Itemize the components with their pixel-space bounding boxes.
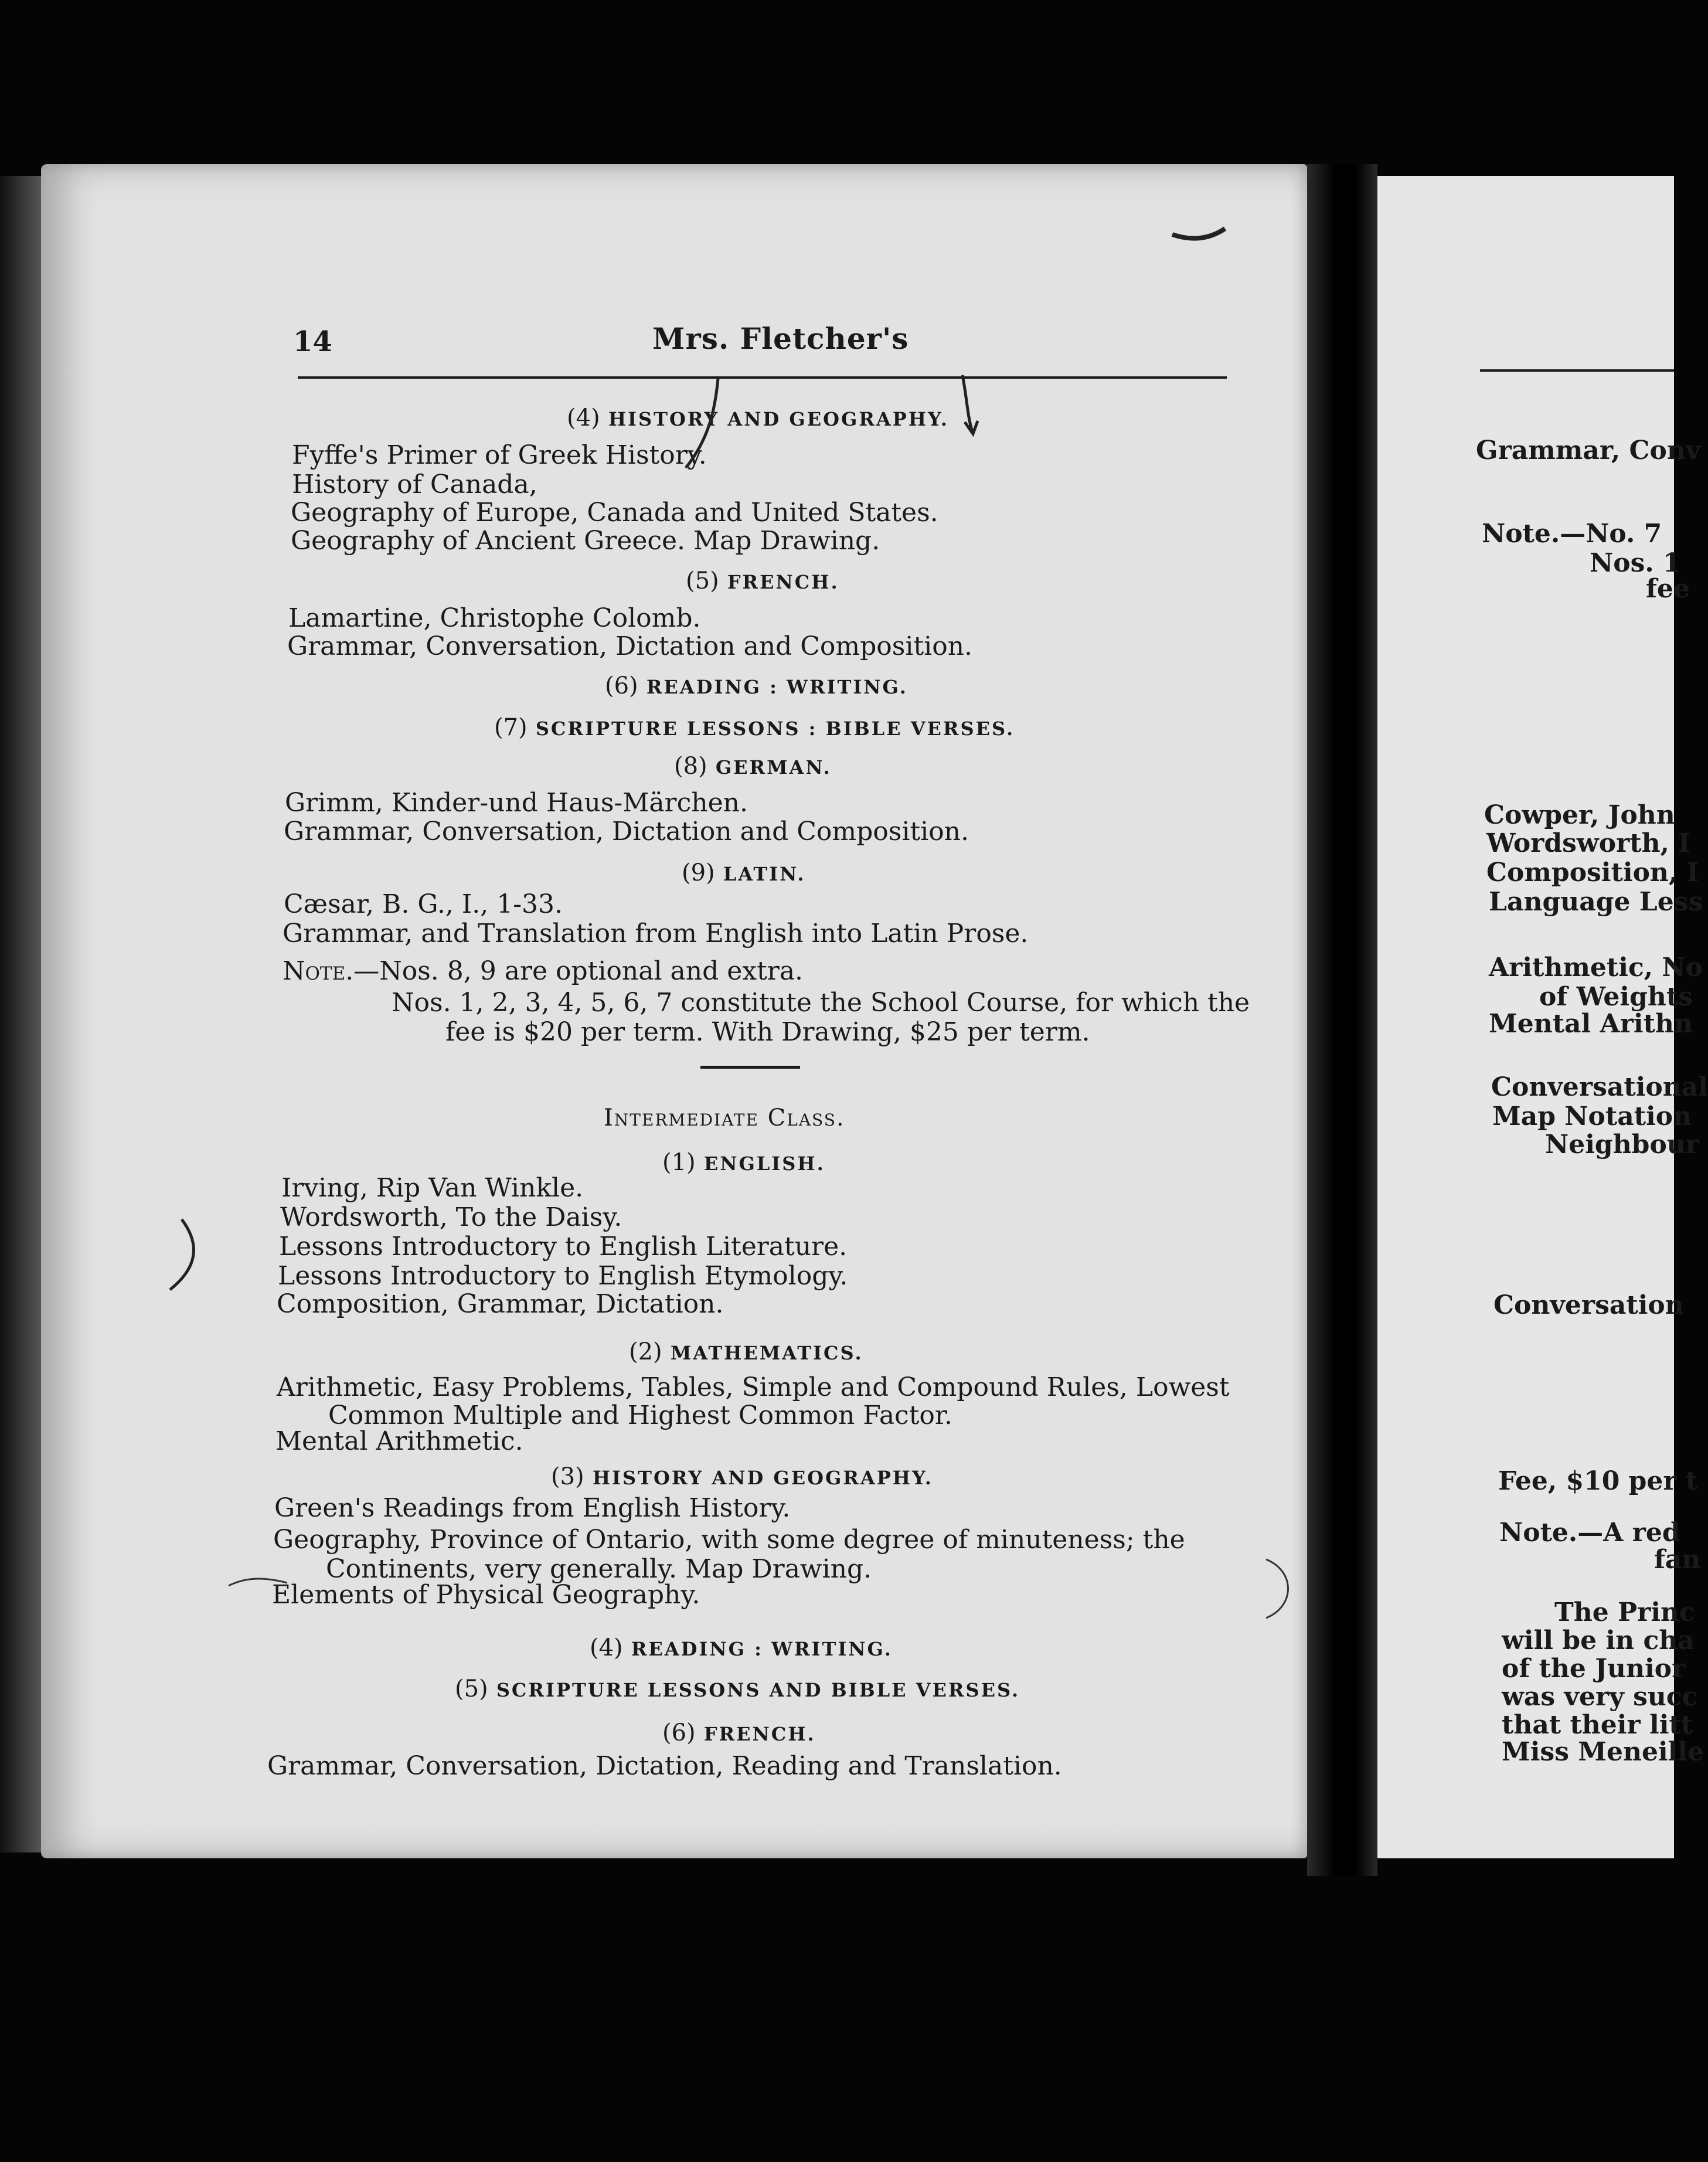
right-text-fragment: will be in cha (1502, 1626, 1695, 1656)
section-title: SCRIPTURE LESSONS : BIBLE VERSES. (535, 718, 1015, 740)
section-title: READING : WRITING. (631, 1638, 893, 1660)
section-title: READING : WRITING. (646, 676, 908, 698)
text-line: Elements of Physical Geography. (272, 1580, 700, 1610)
pencil-mark (1260, 1548, 1307, 1630)
section-number: (6) (605, 672, 638, 699)
text-line: Grammar, Conversation, Dictation and Composition. (287, 631, 973, 661)
section-number: (8) (674, 753, 707, 780)
note-text: —Nos. 8, 9 are optional and extra. (353, 956, 804, 986)
right-text-fragment: Composition, I (1486, 858, 1699, 888)
section-number: (7) (494, 714, 528, 741)
note-line-3: fee is $20 per term. With Drawing, $25 per term. (445, 1017, 1090, 1047)
right-text-fragment: of Weights (1539, 982, 1693, 1012)
section-heading-scripture (494, 714, 1015, 741)
book-gutter (1307, 164, 1377, 1876)
text-line: Composition, Grammar, Dictation. (277, 1289, 724, 1319)
book-spine-left (0, 176, 41, 1852)
note-line-1 (283, 957, 803, 986)
right-text-fragment: Note.—A red (1499, 1518, 1680, 1548)
right-text-fragment: fee (1646, 574, 1690, 604)
section-heading-mathematics (629, 1338, 863, 1365)
pencil-mark (223, 1571, 293, 1595)
text-line: Geography, Province of Ontario, with some degree of minuteness; the (273, 1525, 1185, 1555)
text-line: Lessons Introductory to English Literature. (279, 1232, 848, 1262)
section-heading-french (686, 567, 839, 594)
section-title: MATHEMATICS. (670, 1342, 863, 1364)
section-number: (4) (590, 1634, 623, 1661)
text-line: Lessons Introductory to English Etymology. (278, 1261, 848, 1291)
section-number: (5) (686, 567, 719, 594)
section-number: (3) (551, 1463, 584, 1490)
text-line: Grimm, Kinder-und Haus-Märchen. (285, 788, 748, 818)
pencil-mark (950, 369, 985, 440)
right-text-fragment: Conversational (1491, 1072, 1708, 1102)
section-heading-german (674, 753, 832, 780)
text-line: Arithmetic, Easy Problems, Tables, Simple and Compound Rules, Lowest (277, 1372, 1230, 1402)
section-title: HISTORY AND GEOGRAPHY. (608, 408, 949, 430)
section-number: (5) (455, 1675, 488, 1702)
section-heading-scripture-intermediate (455, 1675, 1020, 1702)
section-title: HISTORY AND GEOGRAPHY. (592, 1467, 933, 1489)
right-text-fragment: The Princ (1554, 1597, 1695, 1627)
text-line: Continents, very generally. Map Drawing. (326, 1554, 872, 1584)
section-title: ENGLISH. (703, 1153, 825, 1175)
section-title: FRENCH. (703, 1723, 816, 1745)
right-text-fragment: that their litt (1502, 1710, 1693, 1740)
section-number: (9) (682, 859, 715, 886)
pencil-mark (674, 374, 744, 491)
right-text-fragment: Language Less (1489, 887, 1703, 917)
text-line: Grammar, and Translation from English into Latin Prose. (283, 919, 1029, 949)
section-title: SCRIPTURE LESSONS AND BIBLE VERSES. (496, 1679, 1020, 1701)
right-text-fragment: Conversation (1493, 1290, 1684, 1320)
text-line: Cæsar, B. G., I., 1-33. (284, 889, 563, 919)
text-line: Geography of Ancient Greece. Map Drawing. (291, 526, 880, 556)
note-label: Note. (283, 956, 354, 986)
section-number: (6) (662, 1719, 696, 1746)
section-number: (2) (629, 1338, 662, 1365)
right-text-fragment: of the Junior (1502, 1654, 1686, 1684)
header-rule (298, 376, 1227, 379)
pencil-mark (1166, 217, 1231, 246)
section-title: LATIN. (723, 863, 806, 885)
section-heading-history-geography (567, 404, 949, 431)
intermediate-class-heading: Intermediate Class. (604, 1104, 845, 1131)
text-line: Lamartine, Christophe Colomb. (288, 603, 701, 633)
section-divider (700, 1066, 800, 1069)
right-text-fragment: Cowper, John (1484, 800, 1675, 830)
page-number: 14 (293, 325, 332, 358)
text-line: Fyffe's Primer of Greek History. (292, 440, 707, 470)
right-text-fragment: Arithmetic, No (1489, 953, 1703, 983)
section-heading-french-intermediate (662, 1719, 816, 1746)
section-heading-reading-intermediate (590, 1634, 893, 1661)
right-text-fragment: fan (1654, 1545, 1701, 1575)
text-line: History of Canada, (292, 470, 537, 499)
text-line: Geography of Europe, Canada and United States. (291, 498, 938, 528)
section-number: (1) (662, 1149, 696, 1176)
section-number: (4) (567, 404, 600, 431)
pencil-mark (164, 1213, 205, 1296)
note-line-2: Nos. 1, 2, 3, 4, 5, 6, 7 constitute the School Course, for which the (392, 988, 1250, 1018)
right-text-fragment: Fee, $10 per t (1498, 1466, 1698, 1496)
section-heading-latin (682, 859, 806, 886)
text-line: Mental Arithmetic. (275, 1426, 523, 1456)
right-text-fragment: Miss Meneille (1502, 1737, 1704, 1767)
text-line: Grammar, Conversation, Dictation, Reading and Translation. (267, 1751, 1062, 1781)
section-title: FRENCH. (727, 571, 839, 593)
text-line: Wordsworth, To the Daisy. (280, 1202, 622, 1232)
section-title: GERMAN. (715, 756, 832, 779)
text-line: Green's Readings from English History. (274, 1493, 791, 1523)
right-text-fragment: Note.—No. 7 (1482, 519, 1662, 549)
right-text-fragment: Grammar, Conv (1476, 436, 1701, 465)
right-header-rule (1480, 369, 1674, 372)
text-line: Common Multiple and Highest Common Factor. (328, 1400, 953, 1430)
text-line: Grammar, Conversation, Dictation and Composition. (284, 817, 969, 847)
right-text-fragment: Wordsworth, I (1486, 828, 1690, 858)
right-text-fragment: Map Notation (1492, 1102, 1692, 1131)
right-text-fragment: was very succ (1502, 1682, 1698, 1712)
section-heading-english (662, 1149, 825, 1176)
section-heading-reading (605, 672, 908, 699)
right-text-fragment: Nos. 1 (1590, 548, 1681, 578)
right-text-fragment: Mental Arithn (1489, 1009, 1693, 1039)
text-line: Irving, Rip Van Winkle. (281, 1173, 584, 1203)
section-heading-history-geography-intermediate (551, 1463, 933, 1490)
running-head: Mrs. Fletcher's (652, 321, 909, 356)
right-text-fragment: Neighbour (1545, 1130, 1699, 1160)
